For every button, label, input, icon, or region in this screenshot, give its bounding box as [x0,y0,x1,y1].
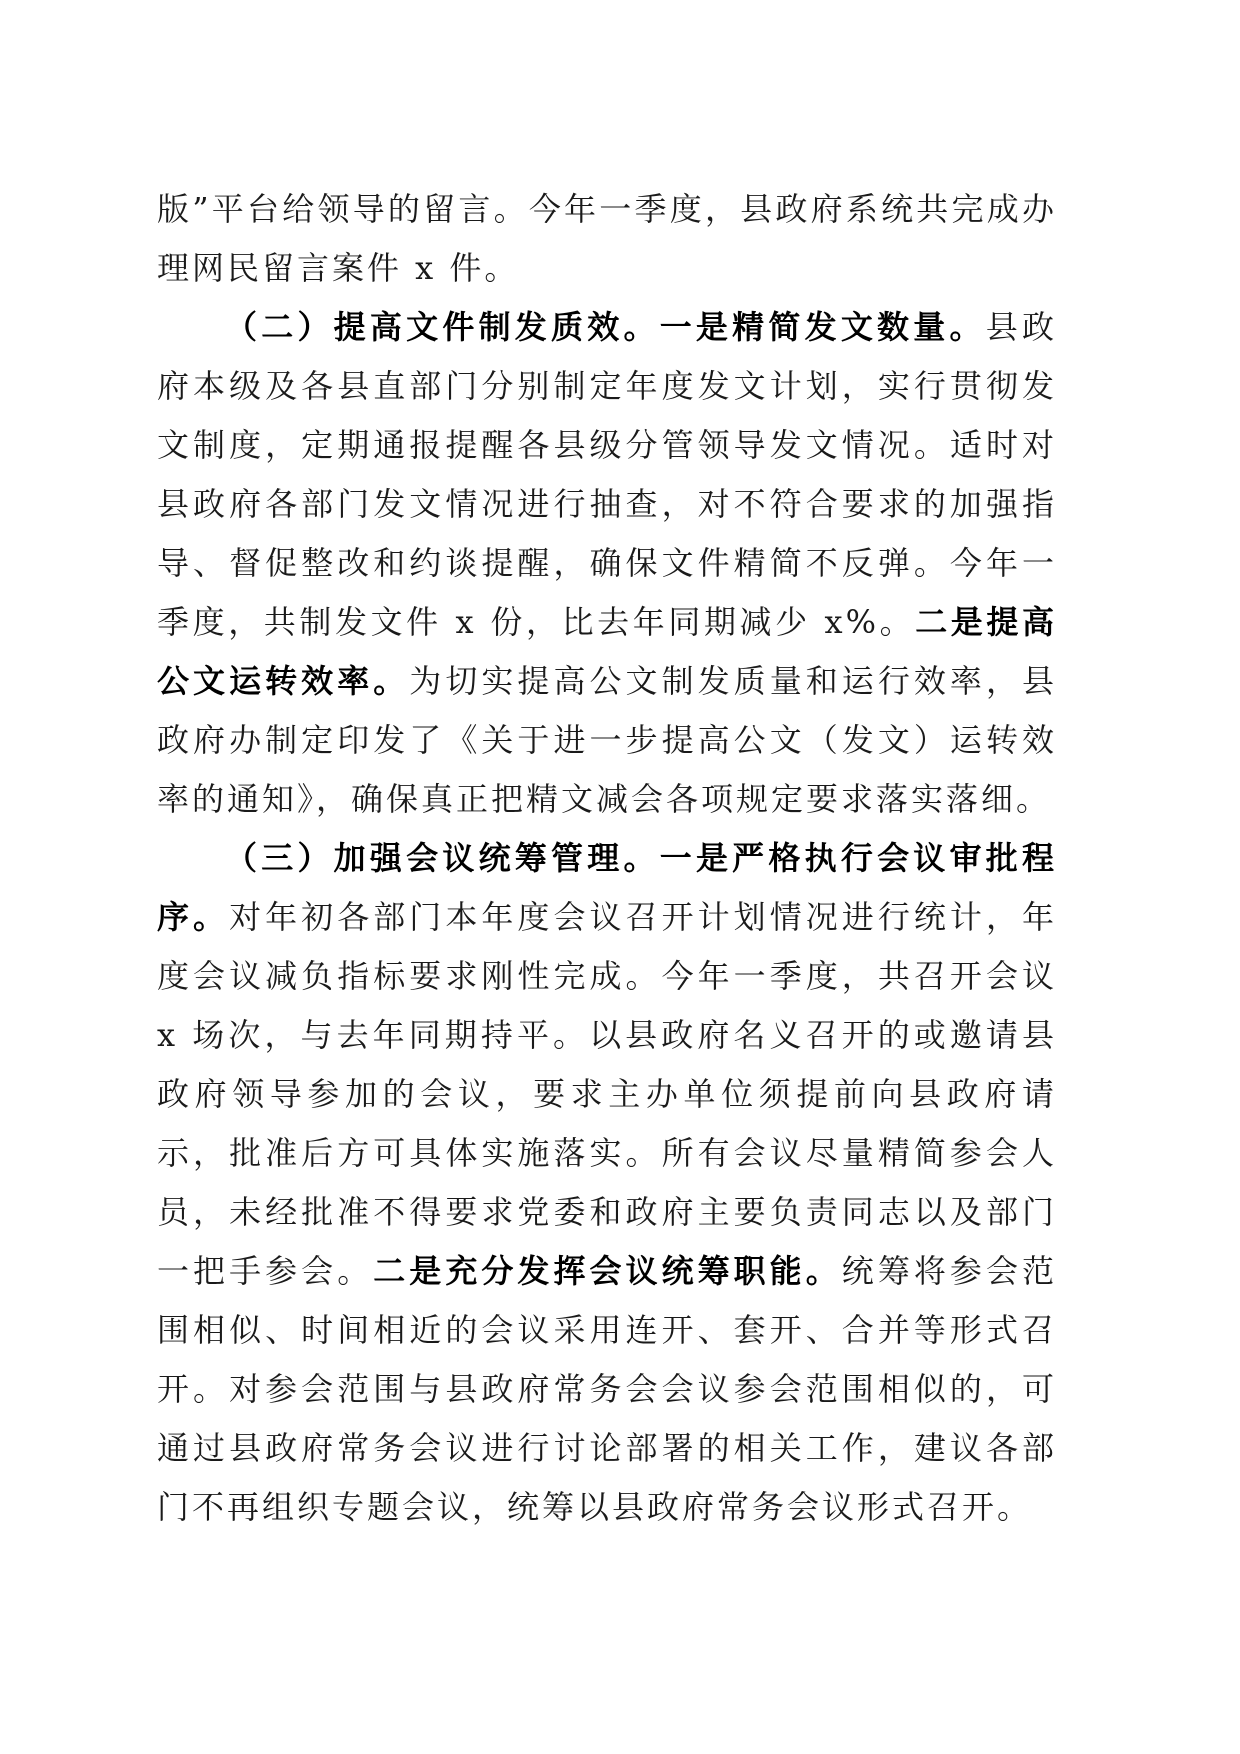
point-heading: 一是严格执行会议审批程序。 [157,839,1057,936]
body-text: 统筹将参会范围相似、时间相近的会议采用连开、套开、合并等形式召开。对参会范围与县政府常务会会议参会范围相似的，可通过县政府常务会议进行讨论部署的相关工作，建议各部门不再组织专题会议，统筹以县政府常务会议形式召开。 [157,1252,1057,1526]
point-heading: 一是精简发文数量。 [659,308,986,346]
body-text: 为切实提高公文制发质量和运行效率，县政府办制定印发了《关于进一步提高公文（发文）运转效率的通知》，确保真正把精文减会各项规定要求落实落细。 [157,662,1057,818]
body-text: 对年初各部门本年度会议召开计划情况进行统计，年度会议减负指标要求刚性完成。今年一季度，共召开会议 x 场次，与去年同期持平。以县政府名义召开的或邀请县政府领导参加的会议，要求主办单位须提前向县政府请示，批准后方可具体实施落实。所有会议尽量精简参会人员，未经批准不得要求党委和政府主要负责同志以及部门一把手参会。 [157,898,1057,1290]
paragraph-document-efficiency [157,298,1057,829]
paragraph-meeting-management [157,829,1057,1537]
section-heading-3: （三）加强会议统筹管理。 [225,839,660,877]
paragraph-continuation [157,180,1057,298]
body-text: 版”平台给领导的留言。今年一季度，县政府系统共完成办理网民留言案件 x 件。 [157,190,1057,287]
body-text: 县政府本级及各县直部门分别制定年度发文计划，实行贯彻发文制度，定期通报提醒各县级分管领导发文情况。适时对县政府各部门发文情况进行抽查，对不符合要求的加强指导、督促整改和约谈提醒，确保文件精简不反弹。今年一季度，共制发文件 x 份，比去年同期减少 x%。 [157,308,1057,641]
point-heading: 二是充分发挥会议统筹职能。 [373,1252,842,1290]
document-body [157,180,1057,1537]
point-heading: 二是提高公文运转效率。 [157,603,1057,700]
section-heading-2: （二）提高文件制发质效。 [225,308,660,346]
